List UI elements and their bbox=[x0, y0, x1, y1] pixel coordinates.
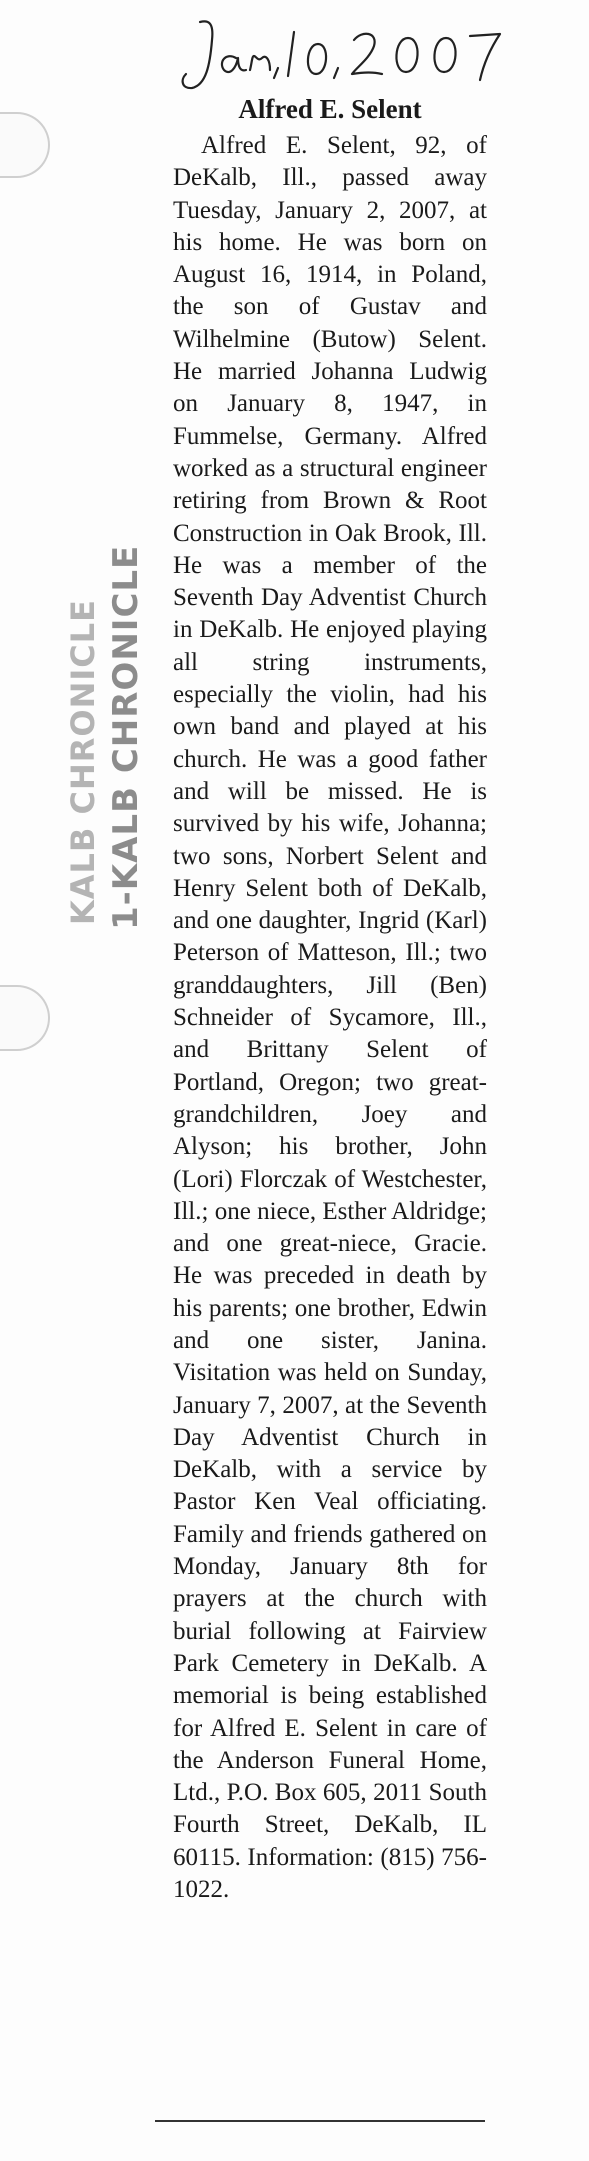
newspaper-stamp bbox=[58, 530, 168, 930]
stamp-line-1: KALB CHRONICLE bbox=[64, 598, 102, 925]
bottom-rule bbox=[155, 2120, 485, 2122]
obituary-headline: Alfred E. Selent bbox=[238, 94, 422, 124]
punch-hole-top bbox=[0, 112, 50, 178]
handwritten-date-signature bbox=[178, 10, 538, 100]
handwritten-date bbox=[178, 10, 538, 100]
stamp-line-2: 1-KALB CHRONICLE bbox=[106, 544, 146, 930]
obituary-article bbox=[173, 92, 487, 1906]
punch-hole-middle bbox=[0, 985, 50, 1051]
obituary-body: Alfred E. Selent, 92, of DeKalb, Ill., passed away Tuesday, January 2, 2007, at his home. He was born on August 16, 1914, in Poland, the son of Gustav and Wilhelmine (Butow) Selent. He married Johanna Ludwig on January 8, 1947, in Fummelse, Germany. Alfred worked as a structural engineer retiring from Brown & Root Construction in Oak Brook, Ill. He was a member of the Seventh Day Adventist Church in DeKalb. He enjoyed playing all string instruments, especially the violin, had his own band and played at his church. He was a good father and will be missed. He is survived by his wife, Johanna; two sons, Norbert Selent and Henry Selent both of DeKalb, and one daughter, Ingrid (Karl) Peterson of Matteson, Ill.; two granddaughters, Jill (Ben) Schneider of Sycamore, Ill., and Brittany Selent of Portland, Oregon; two great-grandchildren, Joey and Alyson; his brother, John (Lori) Florczak of Westchester, Ill.; one niece, Esther Aldridge; and one great-niece, Gracie. He was preceded in death by his parents; one brother, Edwin and one sister, Janina. Visitation was held on Sunday, January 7, 2007, at the Seventh Day Adventist Church in DeKalb, with a service by Pastor Ken Veal officiating. Family and friends gathered on Monday, January 8th for prayers at the church with burial following at Fairview Park Cemetery in DeKalb. A memorial is being established for Alfred E. Selent in care of the Anderson Funeral Home, Ltd., P.O. Box 605, 2011 South Fourth Street, DeKalb, IL 60115. Information: (815) 756-1022. bbox=[173, 132, 487, 1904]
